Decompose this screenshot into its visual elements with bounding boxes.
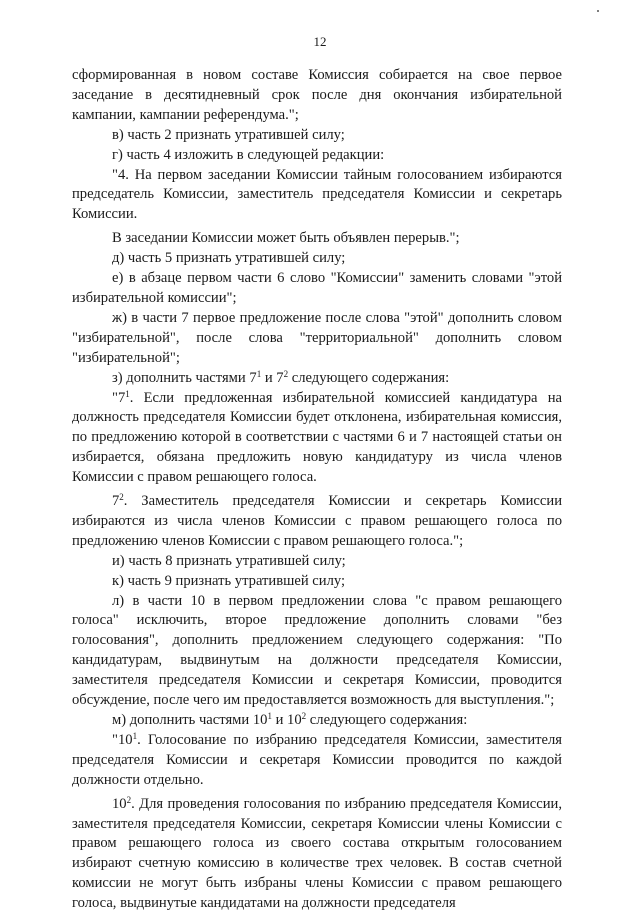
superscript-index: 2 [126, 794, 132, 805]
paragraph: л) в части 10 в первом предложении слова "с правом решающего голоса" исключить, второе предложение дополнить словами "без голосования", дополнить предложением следующего содержания: "По кандидатурам, выдвинутым на должности председателя Комиссии, заместителя председателя Комиссии и секретаря Комиссии, проводится обсуждение, после чего им предоставляется возможность для выступления."; [72, 592, 562, 709]
paragraph: ж) в части 7 первое предложение после слова "этой" дополнить словом "избирательной", после слова "территориальной" дополнить словом "избирательной"; [72, 309, 562, 366]
superscript-index: 1 [267, 711, 272, 721]
superscript-index: 2 [119, 492, 124, 503]
superscript-index: 2 [301, 711, 307, 721]
paragraph: г) часть 4 изложить в следующей редакции: [112, 146, 385, 163]
paragraph: "$10^1$. Голосование по избранию председателя Комиссии, заместителя председателя Комиссии и секретаря Комиссии проводится по каждой должности отдельно. [72, 730, 562, 788]
paragraph: "4. На первом заседании Комиссии тайным голосованием избираются председатель Комиссии, заместитель председателя Комиссии и секретарь Комиссии. [72, 166, 562, 223]
paragraph: в) часть 2 признать утратившей силу; [112, 126, 345, 143]
paragraph: сформированная в новом составе Комиссия собирается на свое первое заседание в десятидневный срок после дня окончания избирательной кампании, кампании референдума."; [72, 67, 562, 123]
paragraph: д) часть 5 признать утратившей силу; [112, 250, 346, 267]
document-body [72, 66, 562, 914]
paragraph: В заседании Комиссии может быть объявлен перерыв."; [112, 230, 460, 247]
paragraph: к) часть 9 признать утратившей силу; [112, 572, 346, 589]
paragraph: "$7^1$. Если предложенная избирательной комиссией кандидатура на должность председателя Комиссии будет отклонена, избирательная комиссия, по предложению которой в соответствии с частями 6 и 7 настоящей статьи он избирается, обязана предложить новую кандидатуру из числа членов Комиссии с правом решающего голоса. [72, 388, 562, 486]
paragraph: $7^2$. Заместитель председателя Комиссии и секретарь Комиссии избираются из числа членов Комиссии с правом решающего голоса по предложению членов Комиссии с правом решающего голоса."; [72, 492, 562, 549]
superscript-index: 2 [283, 368, 289, 379]
paragraph: з) дополнить частями $7^1$ и $7^2$ следующего содержания: [112, 368, 450, 386]
paragraph: $10^2$. Для проведения голосования по избранию председателя Комиссии, заместителя председателя Комиссии, секретаря Комиссии члены Комиссии с правом решающего голоса из своего состава открытым голосованием избирают счетную комиссию в количестве трех человек. В состав счетной комиссии не могут быть избраны члены Комиссии с правом решающего голоса, выдвинутые кандидатами на должности председателя [72, 794, 562, 912]
paragraph: и) часть 8 признать утратившей силу; [112, 552, 346, 569]
paragraph: м) дополнить частями $10^1$ и $10^2$ следующего содержания: [112, 711, 468, 728]
superscript-index: 1 [125, 388, 130, 399]
page-number: 12 [313, 34, 327, 49]
scan-speck [597, 10, 599, 12]
paragraph: е) в абзаце первом части 6 слово "Комиссии" заменить словами "этой избирательной комиссии"; [72, 270, 562, 306]
superscript-index: 1 [132, 730, 138, 741]
superscript-index: 1 [256, 368, 262, 379]
